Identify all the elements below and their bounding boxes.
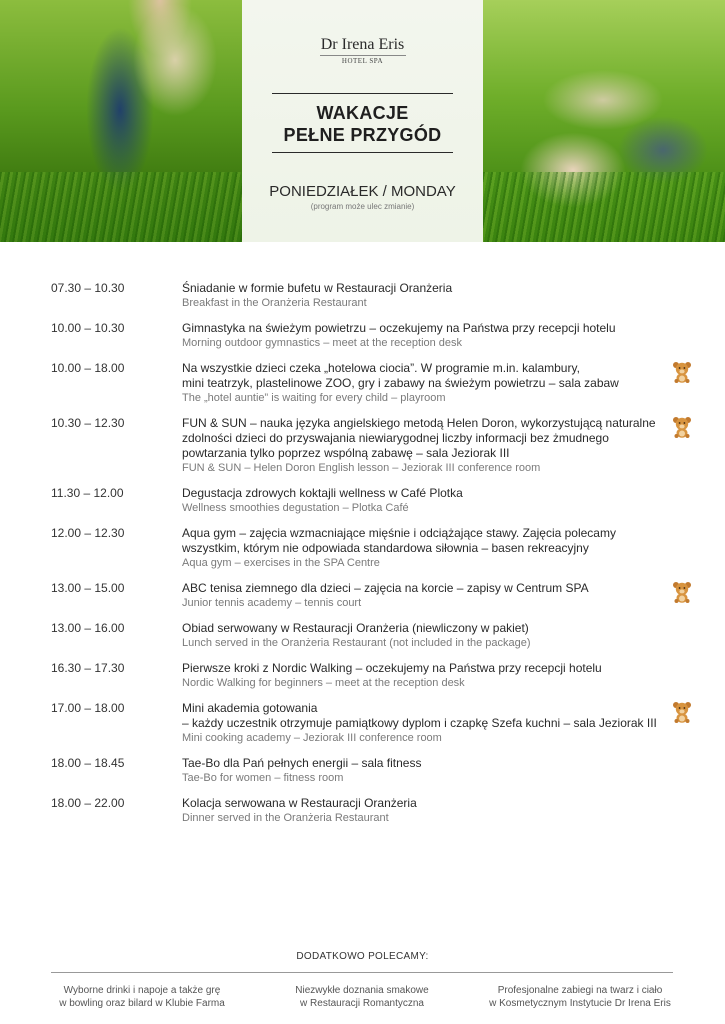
schedule-row (51, 526, 691, 571)
recommendation-club-farma: Wyborne drinki i napoje a także grę w bowling oraz bilard w Klubie Farma (59, 985, 225, 1009)
schedule-time: 13.00 – 15.00 (51, 581, 125, 595)
activity-polish: Kolacja serwowana w Restauracji Oranżeria (182, 796, 417, 810)
header-banner (0, 0, 725, 242)
kid-lying-in-grass-photo-left (0, 0, 242, 242)
activity-english: Morning outdoor gymnastics – meet at the reception desk (182, 337, 463, 349)
activity-polish: Tae-Bo dla Pań pełnych energii – sala fitness (182, 756, 422, 770)
activity-polish: Aqua gym – zajęcia wzmacniające mięśnie i odciążające stawy. Zajęcia polecamy (182, 526, 616, 540)
activity-polish: zdolności dzieci do przyswajania niewiarygodnej liczby informacji bez żmudnego (182, 431, 609, 445)
schedule-row (51, 321, 691, 351)
activity-english: Aqua gym – exercises in the SPA Centre (182, 557, 380, 569)
schedule-row (51, 661, 691, 691)
schedule-description (182, 486, 662, 516)
schedule-time: 10.30 – 12.30 (51, 416, 125, 430)
activity-english: The „hotel auntie” is waiting for every child – playroom (182, 392, 446, 404)
activity-english: Mini cooking academy – Jeziorak III conference room (182, 732, 442, 744)
schedule-time: 07.30 – 10.30 (51, 281, 125, 295)
schedule-time: 12.00 – 12.30 (51, 526, 125, 540)
schedule-time: 18.00 – 22.00 (51, 796, 125, 810)
footer-divider (51, 972, 673, 973)
schedule-time: 18.00 – 18.45 (51, 756, 125, 770)
schedule-row (51, 416, 691, 476)
program-note: (program może ulec zmianie) (310, 202, 415, 211)
activity-polish: Pierwsze kroki z Nordic Walking – oczekujemy na Państwa przy recepcji hotelu (182, 661, 602, 675)
schedule-description (182, 416, 662, 476)
kid-lying-in-grass-photo-right (483, 0, 725, 242)
schedule-description (182, 581, 662, 611)
schedule-description (182, 361, 662, 406)
day-heading: PONIEDZIAŁEK / MONDAY (269, 183, 456, 200)
activity-polish: FUN & SUN – nauka języka angielskiego metodą Helen Doron, wykorzystującą naturalne (182, 416, 656, 430)
activity-english: FUN & SUN – Helen Doron English lesson – Jeziorak III conference room (182, 462, 541, 474)
schedule-description (182, 526, 662, 571)
activity-english: Nordic Walking for beginners – meet at the reception desk (182, 677, 465, 689)
teddy-bear-icon (672, 701, 692, 723)
schedule-description (182, 796, 662, 826)
schedule-time: 17.00 – 18.00 (51, 701, 125, 715)
activity-polish: Obiad serwowany w Restauracji Oranżeria (niewliczony w pakiet) (182, 621, 529, 635)
schedule-list (51, 281, 691, 836)
activity-polish: ABC tenisa ziemnego dla dzieci – zajęcia na korcie – zapisy w Centrum SPA (182, 581, 589, 595)
schedule-row (51, 621, 691, 651)
teddy-bear-icon (672, 416, 692, 438)
schedule-description (182, 281, 662, 311)
activity-polish: Degustacja zdrowych koktajli wellness w Café Plotka (182, 486, 463, 500)
schedule-time: 10.00 – 18.00 (51, 361, 125, 375)
schedule-row (51, 756, 691, 786)
teddy-bear-icon (672, 581, 692, 603)
page-title-line1: WAKACJE (316, 103, 409, 123)
schedule-description (182, 321, 662, 351)
activity-english: Dinner served in the Oranżeria Restaurant (182, 812, 389, 824)
activity-english: Wellness smoothies degustation – Plotka Café (182, 502, 409, 514)
activity-polish: Gimnastyka na świeżym powietrzu – oczekujemy na Państwa przy recepcji hotelu (182, 321, 616, 335)
schedule-row (51, 486, 691, 516)
recommendation-cosmetic-institute: Profesjonalne zabiegi na twarz i ciało w Kosmetycznym Instytucie Dr Irena Eris (489, 985, 671, 1009)
schedule-row (51, 701, 691, 746)
activity-english: Breakfast in the Oranżeria Restaurant (182, 297, 367, 309)
schedule-time: 16.30 – 17.30 (51, 661, 125, 675)
schedule-description (182, 661, 662, 691)
activity-polish: powtarzania tylko poprzez wspólną zabawę – sala Jeziorak III (182, 446, 510, 460)
activity-polish: Mini akademia gotowania (182, 701, 318, 715)
header-panel (242, 0, 483, 242)
activity-polish: mini teatrzyk, plastelinowe ZOO, gry i zabawy na świeżym powietrzu – sala zabaw (182, 376, 619, 390)
page-title-line2: PEŁNE PRZYGÓD (283, 125, 442, 145)
schedule-description (182, 756, 662, 786)
schedule-row (51, 796, 691, 826)
activity-polish: Na wszystkie dzieci czeka „hotelowa ciocia”. W programie m.in. kalambury, (182, 361, 580, 375)
schedule-row (51, 281, 691, 311)
teddy-bear-icon (672, 361, 692, 383)
activity-polish: wszystkim, którym nie odpowiada standardowa siłownia – basen rekreacyjny (182, 541, 589, 555)
schedule-time: 10.00 – 10.30 (51, 321, 125, 335)
schedule-row (51, 581, 691, 611)
brand-subtitle: HOTEL SPA (341, 57, 384, 65)
schedule-description (182, 701, 662, 746)
activity-polish: – każdy uczestnik otrzymuje pamiątkowy dyplom i czapkę Szefa kuchni – sala Jeziorak III (182, 716, 657, 730)
recommendation-restaurant-romantyczna: Niezwykłe doznania smakowe w Restauracji Romantyczna (295, 985, 429, 1009)
footer-title: DODATKOWO POLECAMY: (296, 951, 429, 962)
activity-english: Tae-Bo for women – fitness room (182, 772, 344, 784)
activity-english: Lunch served in the Oranżeria Restaurant (not included in the package) (182, 637, 531, 649)
schedule-time: 13.00 – 16.00 (51, 621, 125, 635)
brand-logo: Dr Irena Eris (320, 36, 405, 53)
schedule-description (182, 621, 662, 651)
schedule-row (51, 361, 691, 406)
activity-polish: Śniadanie w formie bufetu w Restauracji Oranżeria (182, 281, 453, 295)
schedule-time: 11.30 – 12.00 (51, 486, 124, 500)
activity-english: Junior tennis academy – tennis court (182, 597, 362, 609)
